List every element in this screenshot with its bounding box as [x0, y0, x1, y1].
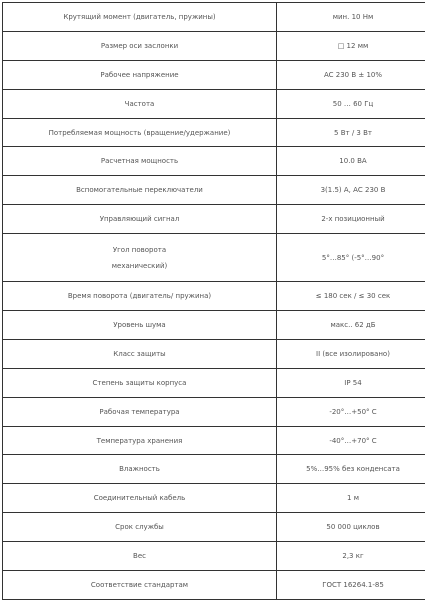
value-cell: 5 Вт / 3 Вт [277, 118, 425, 147]
table-row [3, 455, 425, 484]
table-row [3, 484, 425, 513]
table-row [3, 89, 425, 118]
table-row [3, 542, 425, 571]
param-cell: Размер оси заслонки [3, 31, 277, 60]
table-row [3, 368, 425, 397]
value-cell: II (все изолировано) [277, 339, 425, 368]
param-cell: Соединительный кабель [3, 484, 277, 513]
table-row [3, 311, 425, 340]
param-cell: Управляющий сигнал [3, 205, 277, 234]
table-row [3, 513, 425, 542]
value-cell: ГОСТ 16264.1-85 [277, 571, 425, 600]
param-cell: Вес [3, 542, 277, 571]
table-row [3, 234, 425, 282]
param-cell: Крутящий момент (двигатель, пружины) [3, 3, 277, 32]
value-cell: макс.. 62 дБ [277, 311, 425, 340]
value-cell: 10.0 ВА [277, 147, 425, 176]
value-cell: мин. 10 Нм [277, 3, 425, 32]
param-cell: Частота [3, 89, 277, 118]
table-row [3, 571, 425, 600]
param-cell: Уровень шума [3, 311, 277, 340]
table-row [3, 147, 425, 176]
table-row [3, 282, 425, 311]
table-row [3, 60, 425, 89]
param-cell: Температура хранения [3, 426, 277, 455]
param-cell [3, 234, 277, 282]
value-cell: 50 000 циклов [277, 513, 425, 542]
value-cell: -20°…+50° С [277, 397, 425, 426]
param-line-2: механический) [111, 261, 168, 270]
value-cell: 3(1.5) А, АС 230 В [277, 176, 425, 205]
value-cell: -40°…+70° С [277, 426, 425, 455]
param-cell: Класс защиты [3, 339, 277, 368]
value-cell: ≤ 180 сек / ≤ 30 сек [277, 282, 425, 311]
param-cell: Рабочее напряжение [3, 60, 277, 89]
param-cell: Рабочая температура [3, 397, 277, 426]
value-cell: 2-х позиционный [277, 205, 425, 234]
param-cell: Потребляемая мощность (вращение/удержание) [3, 118, 277, 147]
value-cell: AC 230 В ± 10% [277, 60, 425, 89]
table-row [3, 176, 425, 205]
value-cell: 2,3 кг [277, 542, 425, 571]
param-cell: Влажность [3, 455, 277, 484]
param-cell: Степень защиты корпуса [3, 368, 277, 397]
value-cell: 5%…95% без конденсата [277, 455, 425, 484]
param-cell: Срок службы [3, 513, 277, 542]
value-cell: □ 12 мм [277, 31, 425, 60]
spec-table [2, 2, 425, 600]
param-line-1: Угол поворота [112, 245, 167, 254]
table-row [3, 205, 425, 234]
value-cell: IP 54 [277, 368, 425, 397]
value-cell: 1 м [277, 484, 425, 513]
table-row [3, 426, 425, 455]
value-cell: 50 … 60 Гц [277, 89, 425, 118]
table-row [3, 3, 425, 32]
table-row [3, 118, 425, 147]
table-row [3, 397, 425, 426]
table-row [3, 31, 425, 60]
param-cell: Вспомогательные переключатели [3, 176, 277, 205]
value-cell: 5°…85° (-5°…90° [277, 234, 425, 282]
table-row [3, 339, 425, 368]
param-cell: Время поворота (двигатель/ пружина) [3, 282, 277, 311]
param-cell: Расчетная мощность [3, 147, 277, 176]
param-cell: Соответствие стандартам [3, 571, 277, 600]
